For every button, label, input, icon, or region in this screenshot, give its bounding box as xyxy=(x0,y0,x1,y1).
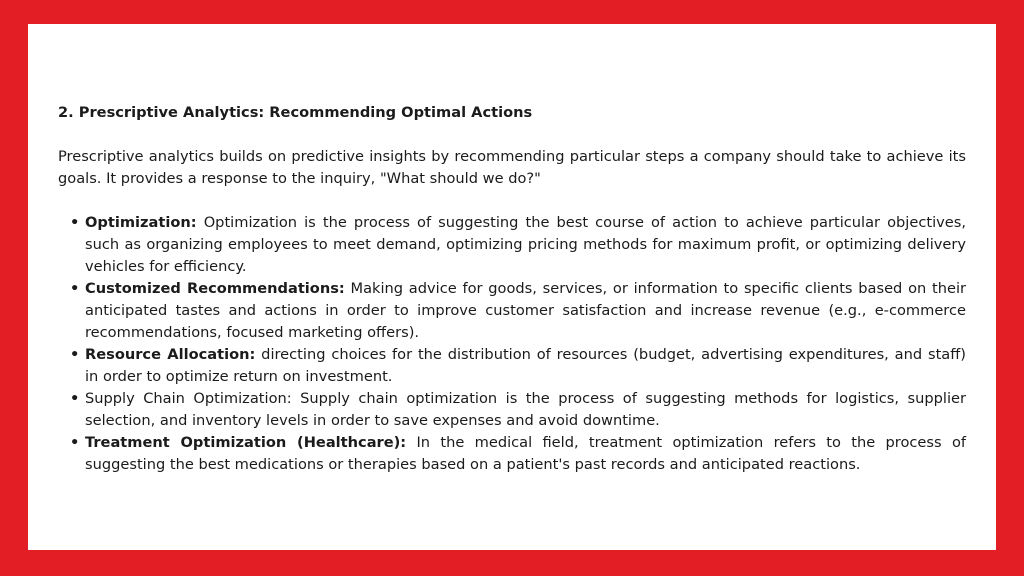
list-item-text: directing choices for the distribution of resources (budget, advertising expenditures, and staff) in order to optimize return on investment. xyxy=(85,346,966,385)
list-item-resource-allocation xyxy=(58,344,966,388)
slide-content xyxy=(58,102,966,476)
list-item-text: Optimization is the process of suggesting the best course of action to achieve particular objectives, such as organizing employees to meet demand, optimizing pricing methods for maximum profit, or optimizing delivery vehicles for efficiency. xyxy=(85,214,966,275)
list-item-optimization xyxy=(58,212,966,278)
list-item-text: Making advice for goods, services, or information to specific clients based on their anticipated tastes and actions in order to improve customer satisfaction and increase revenue (e.g., e-commerce recommendations, focused marketing offers). xyxy=(85,280,966,341)
bullet-icon: • xyxy=(70,214,80,231)
intro-paragraph: Prescriptive analytics builds on predictive insights by recommending particular steps a company should take to achieve its goals. It provides a response to the inquiry, "What should we do?" xyxy=(58,148,966,187)
section-heading: 2. Prescriptive Analytics: Recommending Optimal Actions xyxy=(58,104,533,121)
list-item-term: Optimization: xyxy=(85,214,197,231)
bullet-icon: • xyxy=(70,434,80,451)
list-item-term: Resource Allocation: xyxy=(85,346,256,363)
bullet-list xyxy=(58,212,966,476)
list-item-treatment-optimization xyxy=(58,432,966,476)
list-item-term: Treatment Optimization (Healthcare): xyxy=(85,434,407,451)
bullet-icon: • xyxy=(70,280,80,297)
list-item-customized-recommendations xyxy=(58,278,966,344)
list-item-text: Supply Chain Optimization: Supply chain optimization is the process of suggesting methods for logistics, supplier selection, and inventory levels in order to save expenses and avoid downtime. xyxy=(85,390,966,429)
bullet-icon: • xyxy=(70,346,80,363)
content-panel xyxy=(28,24,996,550)
list-item-text: In the medical field, treatment optimization refers to the process of suggesting the best medications or therapies based on a patient's past records and anticipated reactions. xyxy=(85,434,967,473)
list-item-term: Customized Recommendations: xyxy=(85,280,345,297)
bullet-icon: • xyxy=(70,390,80,407)
list-item-supply-chain-optimization xyxy=(58,388,966,432)
